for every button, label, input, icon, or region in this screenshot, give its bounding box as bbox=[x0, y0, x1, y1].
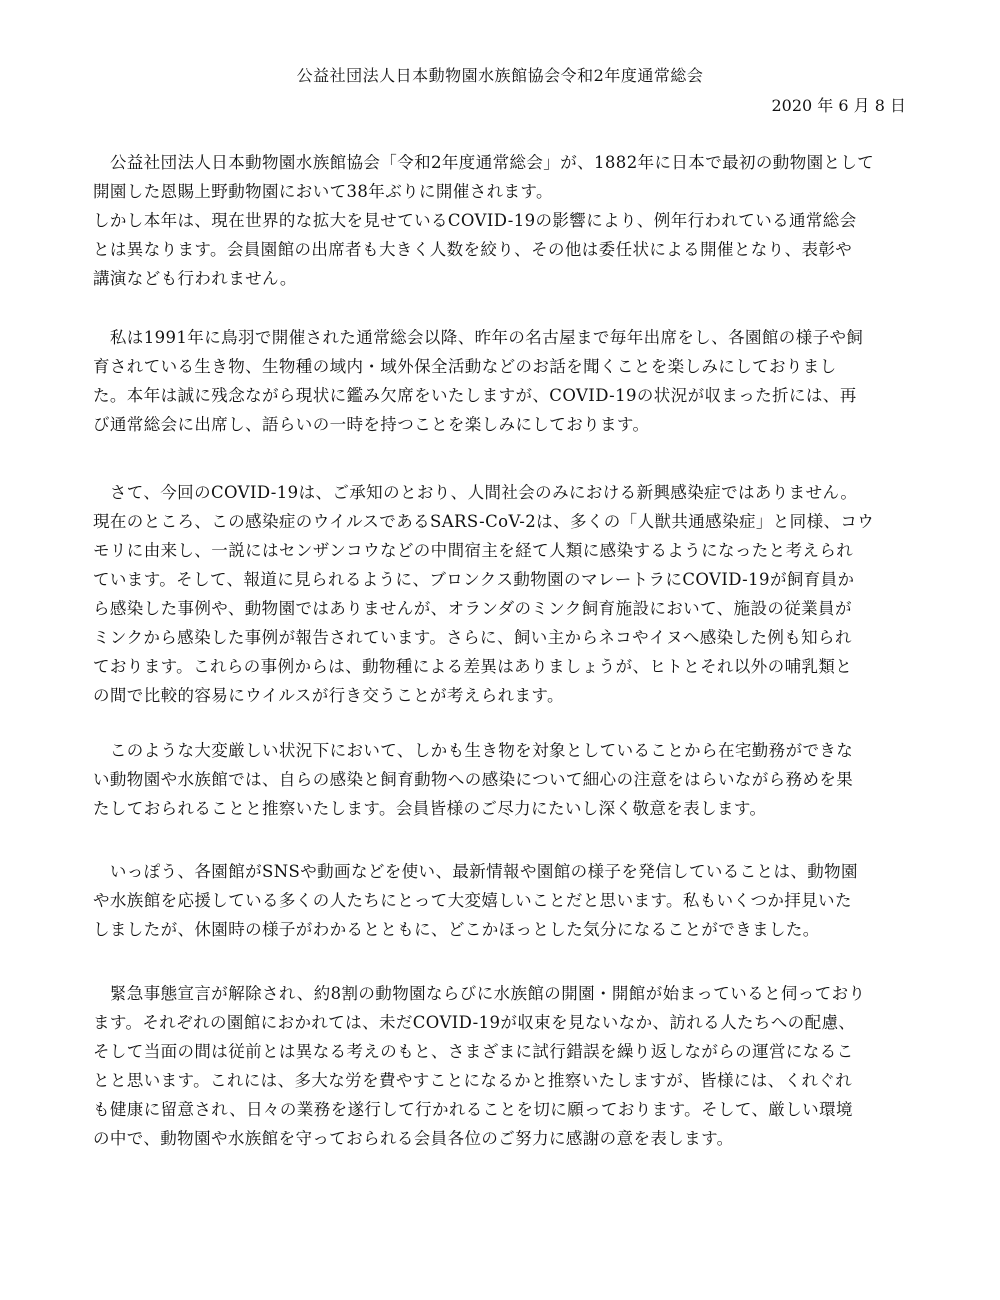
document-date: 2020 年 6 月 8 日 bbox=[771, 96, 906, 115]
text-line: た。本年は誠に残念ながら現状に鑑み欠席をいたしますが、COVID-19の状況が収まった折には、再 bbox=[93, 386, 857, 405]
text-line: 公益社団法人日本動物園水族館協会「令和2年度通常総会」が、1882年に日本で最初の動物園として bbox=[93, 153, 875, 172]
text-line: い動物園や水族館では、自らの感染と飼育動物への感染について細心の注意をはらいながら務めを果 bbox=[93, 770, 854, 789]
text-line: や水族館を応援している多くの人たちにとって大変嬉しいことだと思います。私もいくつか拝見いた bbox=[93, 891, 852, 910]
text-line: の間で比較的容易にウイルスが行き交うことが考えられます。 bbox=[93, 686, 564, 705]
text-line: そして当面の間は従前とは異なる考えのもと、さまざまに試行錯誤を繰り返しながらの運営になるこ bbox=[93, 1042, 854, 1061]
text-line: 開園した恩賜上野動物園において38年ぶりに開催されます。 bbox=[93, 182, 553, 201]
text-line: ミンクから感染した事例が報告されています。さらに、飼い主からネコやイヌへ感染した例も知られ bbox=[93, 628, 852, 647]
text-line: 私は1991年に鳥羽で開催された通常総会以降、昨年の名古屋まで毎年出席をし、各園館の様子や飼 bbox=[93, 328, 864, 347]
text-line: 緊急事態宣言が解除され、約8割の動物園ならびに水族館の開園・開館が始まっていると伺っており bbox=[93, 984, 866, 1003]
text-line: ら感染した事例や、動物園ではありませんが、オランダのミンク飼育施設において、施設の従業員が bbox=[93, 599, 852, 618]
paragraph-4 bbox=[93, 736, 913, 823]
text-line: び通常総会に出席し、語らいの一時を持つことを楽しみにしております。 bbox=[93, 415, 650, 434]
document-title: 公益社団法人日本動物園水族館協会令和2年度通常総会 bbox=[296, 66, 704, 85]
paragraph-6 bbox=[93, 979, 913, 1153]
text-line: いっぽう、各園館がSNSや動画などを使い、最新情報や園館の様子を発信していることは、動物園 bbox=[93, 862, 858, 881]
text-line: 育されている生き物、生物種の域内・域外保全活動などのお話を聞くことを楽しみにしておりまし bbox=[93, 357, 837, 376]
text-line: ております。これらの事例からは、動物種による差異はありましょうが、ヒトとそれ以外の哺乳類と bbox=[93, 657, 853, 676]
text-line: とと思います。これには、多大な労を費やすことになるかと推察いたしますが、皆様には、くれぐれ bbox=[93, 1071, 853, 1090]
paragraph-1 bbox=[93, 148, 913, 293]
paragraph-2 bbox=[93, 323, 913, 439]
text-line: も健康に留意され、日々の業務を遂行して行かれることを切に願っております。そして、厳しい環境 bbox=[93, 1100, 853, 1119]
text-line: さて、今回のCOVID-19は、ご承知のとおり、人間社会のみにおける新興感染症ではありません。 bbox=[93, 483, 858, 502]
text-line: たしておられることと推察いたします。会員皆様のご尽力にたいし深く敬意を表します。 bbox=[93, 799, 767, 818]
text-line: 講演なども行われません。 bbox=[93, 269, 297, 288]
paragraph-5 bbox=[93, 857, 913, 944]
paragraph-3 bbox=[93, 478, 913, 710]
text-line: 現在のところ、この感染症のウイルスであるSARS-CoV-2は、多くの「人獣共通感染症」と同様、コウ bbox=[93, 512, 875, 531]
text-line: ます。それぞれの園館におかれては、未だCOVID-19が収束を見ないなか、訪れる人たちへの配慮、 bbox=[93, 1013, 856, 1032]
text-line: ています。そして、報道に見られるように、ブロンクス動物園のマレートラにCOVID-19が飼育員か bbox=[93, 570, 855, 589]
text-line: このような大変厳しい状況下において、しかも生き物を対象としていることから在宅勤務ができな bbox=[93, 741, 854, 760]
text-line: とは異なります。会員園館の出席者も大きく人数を絞り、その他は委任状による開催となり、表彰や bbox=[93, 240, 853, 259]
text-line: しましたが、休園時の様子がわかるとともに、どこかほっとした気分になることができました。 bbox=[93, 920, 820, 939]
text-line: の中で、動物園や水族館を守っておられる会員各位のご努力に感謝の意を表します。 bbox=[93, 1129, 734, 1148]
text-line: しかし本年は、現在世界的な拡大を見せているCOVID-19の影響により、例年行われている通常総会 bbox=[93, 211, 857, 230]
text-line: モリに由来し、一説にはセンザンコウなどの中間宿主を経て人類に感染するようになったと考えられ bbox=[93, 541, 854, 560]
